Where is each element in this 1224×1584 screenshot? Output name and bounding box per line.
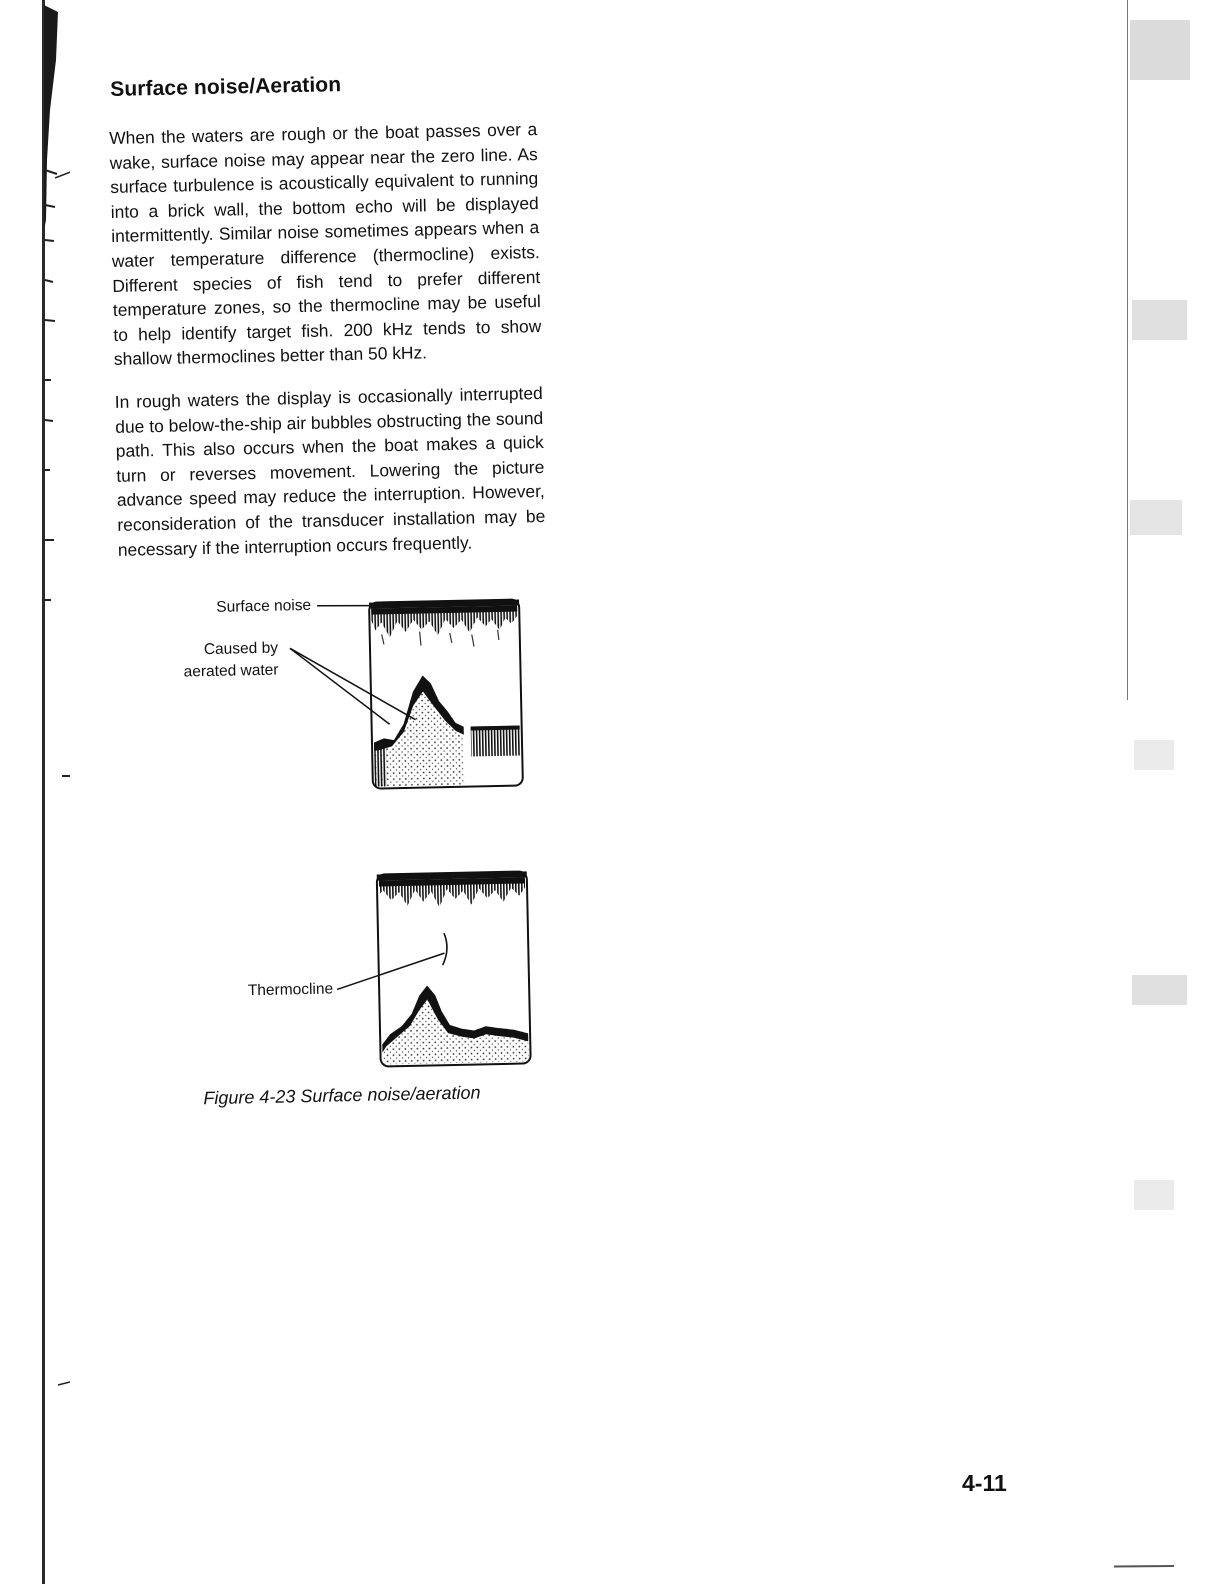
- body-paragraph-2: In rough waters the display is occasionally interrupted due to below-the-ship air bubbles obstructing the sound path. This also occurs when the boat makes a quick turn or reverses movement. Lowering the picture advance speed may reduce the interruption. However, reconsideration of the transducer installation may be necessary if the interruption occurs frequently.: [114, 382, 546, 560]
- section-heading: Surface noise/Aeration: [109, 73, 342, 101]
- label-caused-by: Caused by: [203, 639, 279, 659]
- figure-caption: Figure 4-23 Surface noise/aeration: [203, 1082, 481, 1109]
- figure-surface-noise: [119, 571, 570, 1120]
- label-thermocline: Thermocline: [247, 980, 334, 1000]
- label-surface-noise: Surface noise: [216, 596, 312, 616]
- body-paragraph-1: When the waters are rough or the boat passes over a wake, surface noise may appear near the zero line. As surface turbulence is acoustically equivalent to running into a brick wall, the bottom echo will be displayed intermittently. Similar noise sometimes appears when a water temperature difference (thermocline) exists. Different species of fish tend to prefer different temperature zones, so the thermocline may be useful to help identify target fish. 200 kHz tends to show shallow thermoclines better than 50 kHz.: [109, 119, 542, 370]
- scan-binding-edge-left: [0, 0, 70, 1584]
- scan-edge-right: [1114, 0, 1224, 1584]
- page-number: 4-11: [962, 1470, 1007, 1496]
- page-content: [108, 69, 558, 1120]
- label-aerated-water: aerated water: [183, 661, 279, 681]
- leader-surface-noise: [317, 605, 371, 607]
- echogram-aeration: [369, 600, 523, 789]
